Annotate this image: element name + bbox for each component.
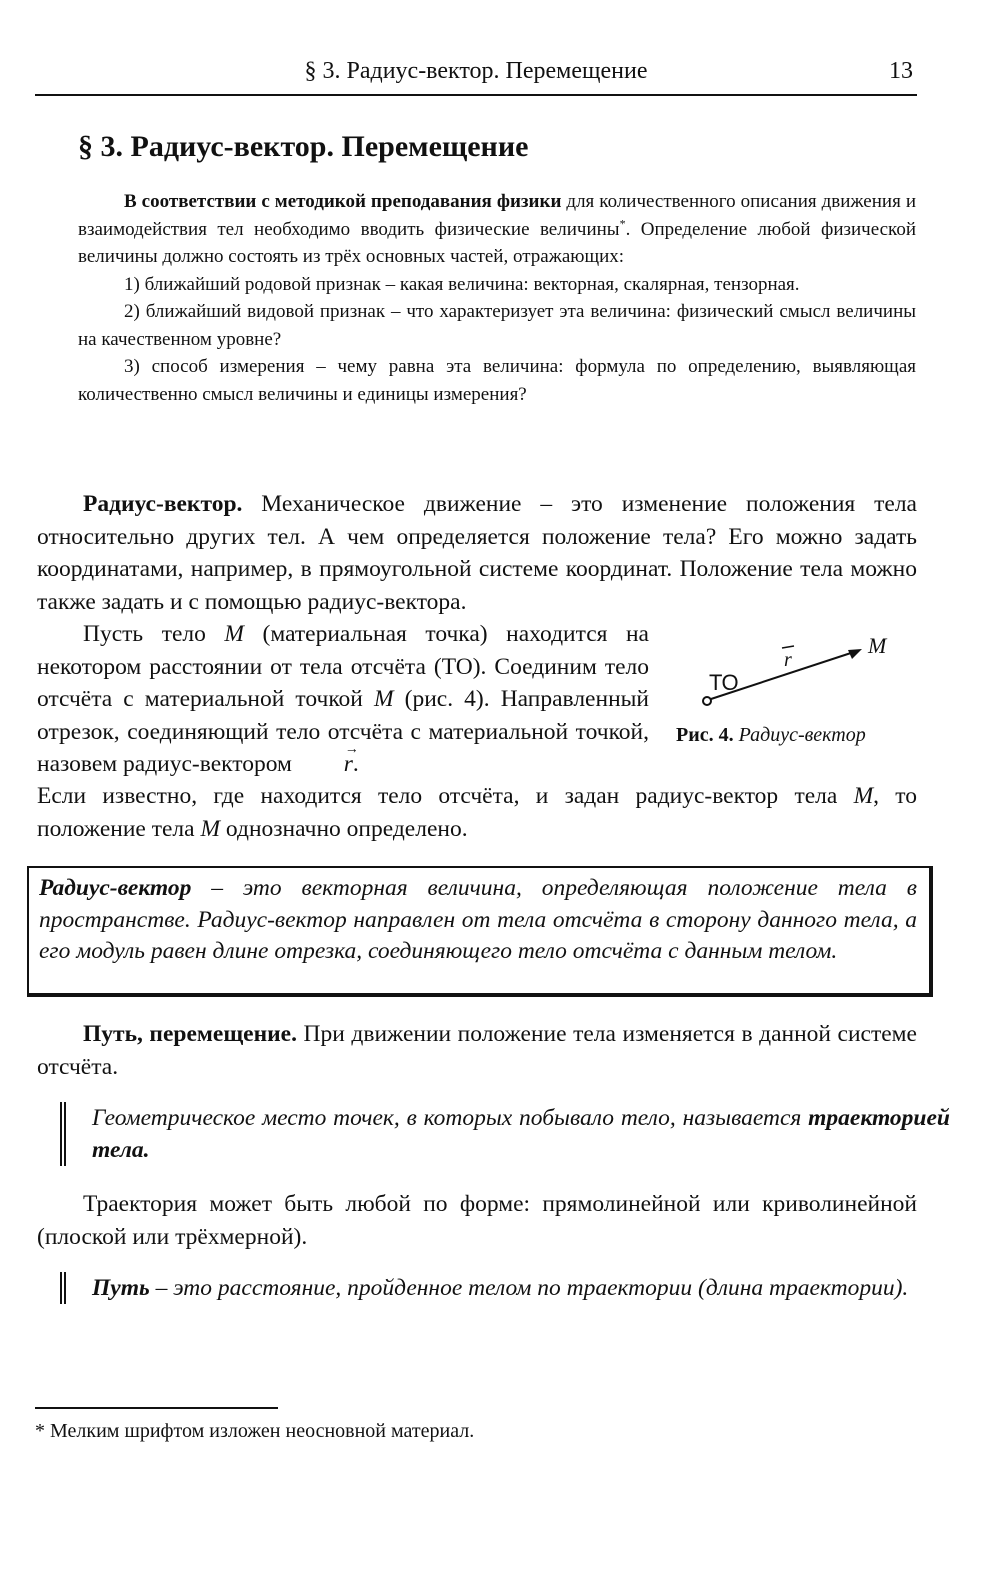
figure-caption-text: Радиус-вектор [738,724,866,746]
symbol-m: М [853,783,874,809]
intro-paragraph [78,188,916,271]
intro-item-3: 3) способ измерения – чему равна эта величина: формула по определению, выявляющая количественно смысл величины и единицы измерения? [78,356,916,405]
radius-text-2d: . [352,751,359,777]
radius-paragraph-2 [37,618,649,781]
footnote: * Мелким шрифтом изложен неосновной материал. [35,1420,475,1442]
trajectory-term: траекторией тела. [92,1105,950,1163]
radius-paragraph-1 [37,488,917,618]
symbol-m: М [224,621,244,647]
figure-4 [676,628,916,758]
path-definition [60,1272,950,1304]
radius-text-1: Механическое движение – это изменение положения тела относительно других тел. А чем определяется положение тела? Его можно задать координатами, например, в прямоугольной системе координат. Положение тела можно также задать и с помощью радиус-вектора. [37,491,917,615]
intro-lead-bold: В соответствии с методикой преподавания физики [124,191,562,212]
intro-small-print [78,188,916,408]
label-to: ТО [709,670,739,695]
radius-vector-diagram [676,628,916,724]
radius-text-2b: (материальная точка) находится на некотором расстоянии от тела отсчёта (ТО). Соединим тело отсчёта с материальной точкой [37,621,649,712]
radius-text-3c: однозначно определено. [220,815,468,842]
definition-text: – это векторная величина, определяющая положение тела в пространстве. Радиус-вектор направлен от тела отсчёта в сторону данного тела, а его модуль равен длине отрезка, соединяющего тело отсчёта с данным телом. [39,875,917,964]
radius-text-2c: (рис. 4). Направленный отрезок, соединяющий тело отсчёта с материальной точкой, назовем радиус-вектором [37,686,650,777]
section-title: § 3. Радиус-вектор. Перемещение [78,130,529,163]
radius-paragraph-3 [37,780,917,845]
page-number: 13 [889,58,913,84]
definition-term: Радиус-вектор [39,875,192,901]
path-text: При движении положение тела изменяется в данной системе отсчёта. [37,1021,917,1080]
reference-body-point [703,697,711,705]
trajectory-definition [60,1102,950,1166]
trajectory-def-text: Геометрическое место точек, в которых побывало тело, называется [92,1105,809,1131]
path-term: Путь [92,1275,150,1301]
radius-text-3a: Если известно, где находится тело отсчёта, и задан радиус-вектор тела [37,783,854,809]
vector-arrowhead [848,649,862,659]
path-def-text: – это расстояние, пройденное телом по траектории (длина траектории). [149,1275,909,1301]
intro-lead-text: для количественного описания движения и взаимодействия тел необходимо вводить физические величины [78,191,916,240]
radius-vector-definition-box [27,866,933,997]
intro-item-1: 1) ближайший родовой признак – какая величина: векторная, скалярная, тензорная. [124,273,800,295]
trajectory-paragraph: Траектория может быть любой по форме: прямолинейной или криволинейной (плоской или трёхмерной). [37,1191,917,1250]
label-m: М [868,633,887,658]
intro-item-2: 2) ближайший видовой признак – что характеризует эта величина: физический смысл величины на качественном уровне? [78,301,916,350]
intro-lead-tail: . Определение любой физической величины должно состоять из трёх основных частей, отражающих: [78,218,916,267]
radius-text-3b: , то положение тела [37,783,917,842]
running-title: § 3. Радиус-вектор. Перемещение [304,58,648,84]
footnote-divider [35,1407,278,1409]
symbol-m: М [200,815,221,842]
running-header [35,54,917,96]
path-heading: Путь, перемещение. [83,1021,297,1047]
symbol-m: М [373,686,394,712]
label-r: r [784,649,792,671]
radius-text-2a: Пусть тело [83,621,225,647]
footnote-mark: * [619,216,626,231]
path-paragraph [37,1018,917,1083]
figure-caption [676,724,866,747]
label-r-arrow [782,646,794,648]
radius-heading: Радиус-вектор. [83,491,243,517]
vector-r-symbol: → r [298,748,353,781]
figure-caption-number: Рис. 4. [676,724,734,746]
